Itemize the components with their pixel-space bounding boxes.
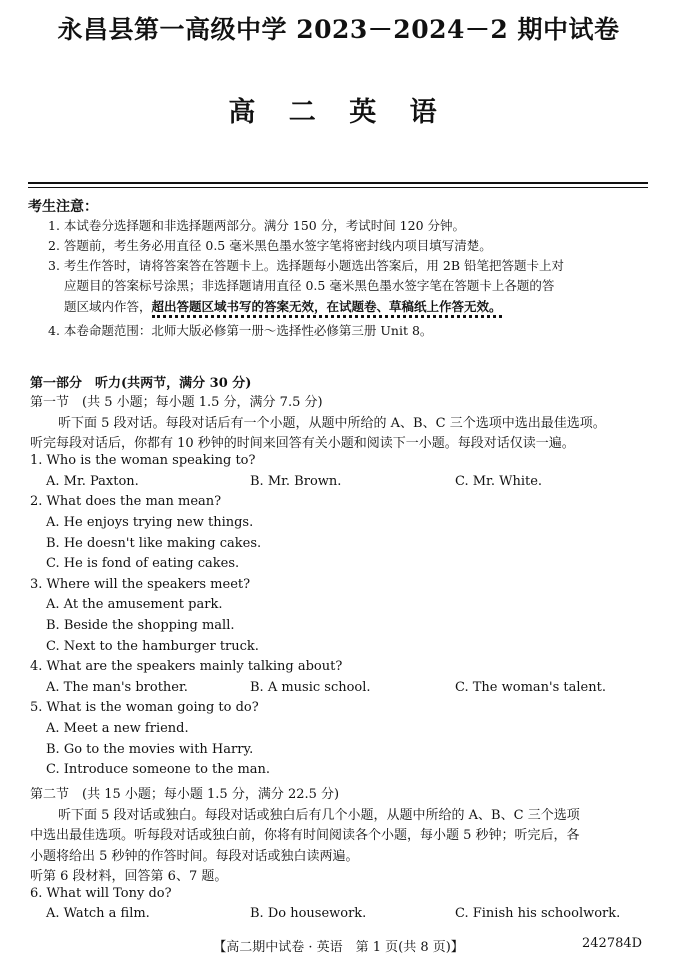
part1-heading: 第一部分 听力(共两节，满分 30 分) (30, 376, 252, 391)
q3-option-b: B. Beside the shopping mall. (46, 618, 235, 633)
q6-option-b: B. Do housework. (250, 906, 367, 921)
material-6-note: 听第 6 段材料，回答第 6、7 题。 (30, 869, 228, 884)
section2-instruction-3: 小题将给出 5 秒钟的作答时间。每段对话或独白读两遍。 (30, 849, 359, 864)
section2-heading: 第二节 (共 15 小题；每小题 1.5 分，满分 22.5 分) (30, 787, 340, 802)
header-rule-thin (28, 187, 648, 188)
q6-stem: 6. What will Tony do? (30, 886, 172, 901)
section1-heading: 第一节 (共 5 小题；每小题 1.5 分，满分 7.5 分) (30, 395, 323, 410)
notice-heading: 考生注意： (28, 199, 98, 215)
q5-option-b: B. Go to the movies with Harry. (46, 742, 254, 757)
q2-option-c: C. He is fond of eating cakes. (46, 556, 240, 571)
q5-stem: 5. What is the woman going to do? (30, 700, 259, 715)
q1-option-b: B. Mr. Brown. (250, 474, 342, 489)
notice-item-3-cont2 (64, 297, 502, 317)
q5-option-c: C. Introduce someone to the man. (46, 762, 271, 777)
q4-option-c: C. The woman's talent. (455, 680, 606, 695)
q2-option-b: B. He doesn't like making cakes. (46, 536, 262, 551)
q1-option-a: A. Mr. Paxton. (46, 474, 139, 489)
header-rule-thick (28, 182, 648, 184)
notice-item-2: 2. 答题前，考生务必用直径 0.5 毫米黑色墨水签字笔将密封线内项目填写清楚。 (48, 238, 492, 253)
footer-page-label: 【高二期中试卷 · 英语 第 1 页(共 8 页)】 (213, 940, 464, 955)
q1-stem: 1. Who is the woman speaking to? (30, 453, 256, 468)
section1-instruction-1: 听下面 5 段对话。每段对话后有一个小题，从题中所给的 A、B、C 三个选项中选出最佳选项。 (58, 416, 606, 431)
q4-option-a: A. The man's brother. (46, 680, 188, 695)
subject-title: 高 二 英 语 (228, 97, 449, 128)
notice-item-3: 3. 考生作答时，请将答案答在答题卡上。选择题每小题选出答案后，用 2B 铅笔把答题卡上对 (48, 258, 564, 273)
q3-option-a: A. At the amusement park. (46, 597, 223, 612)
notice-item-3-cont: 应题目的答案标号涂黑；非选择题请用直径 0.5 毫米黑色墨水签字笔在答题卡上各题的答 (64, 278, 555, 293)
notice-item-4: 4. 本卷命题范围：北师大版必修第一册～选择性必修第三册 Unit 8。 (48, 323, 433, 338)
q5-option-a: A. Meet a new friend. (46, 721, 189, 736)
q2-option-a: A. He enjoys trying new things. (46, 515, 254, 530)
q6-option-a: A. Watch a film. (46, 906, 150, 921)
section2-instruction-2: 中选出最佳选项。听每段对话或独白前，你将有时间阅读各个小题，每小题 5 秒钟；听完后，各 (30, 828, 580, 843)
section2-instruction-1: 听下面 5 段对话或独白。每段对话或独白后有几个小题，从题中所给的 A、B、C 三个选项 (58, 808, 580, 823)
q6-option-c: C. Finish his schoolwork. (455, 906, 621, 921)
q4-stem: 4. What are the speakers mainly talking about? (30, 659, 343, 674)
notice-item-3-tail: 题区域内作答， (64, 299, 152, 314)
exam-title: 永昌县第一高级中学 2023－2024－2 期中试卷 (57, 15, 620, 44)
q1-option-c: C. Mr. White. (455, 474, 543, 489)
q2-stem: 2. What does the man mean? (30, 494, 222, 509)
q4-option-b: B. A music school. (250, 680, 371, 695)
q3-option-c: C. Next to the hamburger truck. (46, 639, 259, 654)
notice-warning: 超出答题区域书写的答案无效，在试题卷、草稿纸上作答无效。 (152, 299, 502, 318)
footer-code: 242784D (582, 936, 643, 951)
section1-instruction-2: 听完每段对话后，你都有 10 秒钟的时间来回答有关小题和阅读下一小题。每段对话仅读一遍。 (30, 436, 575, 451)
notice-item-1: 1. 本试卷分选择题和非选择题两部分。满分 150 分，考试时间 120 分钟。 (48, 218, 466, 233)
q3-stem: 3. Where will the speakers meet? (30, 577, 251, 592)
